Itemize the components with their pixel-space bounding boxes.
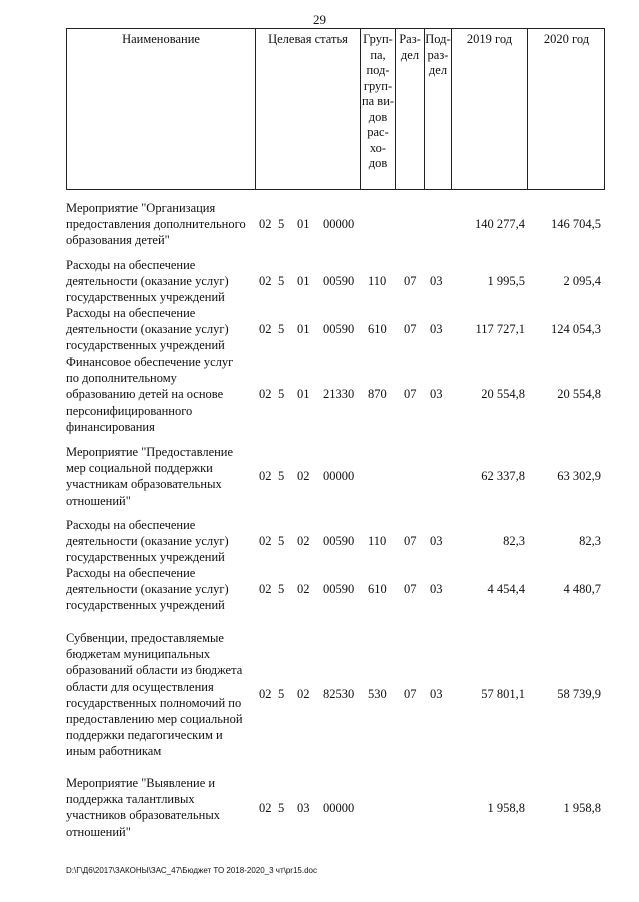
row-name-line: области для осуществления [66, 679, 214, 694]
row-code-program: 02 [259, 534, 272, 548]
row-expense-group: 110 [368, 274, 387, 288]
row-code-program: 02 [259, 217, 272, 231]
row-name-line: участников образовательных [66, 808, 220, 823]
row-name-line: государственных полномочий по [66, 695, 242, 710]
row-name-line: образованию детей на основе [66, 387, 224, 402]
header-group-line: под- [366, 63, 390, 77]
row-section: 07 [404, 687, 417, 701]
row-name-line: государственных учреждений [66, 338, 225, 353]
row-code-subprogram: 5 [278, 387, 285, 401]
row-code-subprogram: 5 [278, 687, 285, 701]
header-group-line: груп- [363, 78, 393, 93]
row-section: 07 [404, 387, 417, 401]
row-code-direction: 21330 [323, 387, 355, 401]
row-expense-group: 610 [368, 582, 387, 596]
row-name-line: деятельности (оказание услуг) [66, 274, 229, 289]
row-code-subprogram: 5 [278, 801, 285, 815]
row-amount-2020: 1 958,8 [563, 801, 601, 815]
row-code-direction: 00590 [323, 534, 355, 548]
row-name-line: по дополнительному [66, 371, 177, 386]
row-name [66, 200, 256, 249]
row-code-subprogram: 5 [278, 274, 285, 288]
header-subsection [425, 32, 451, 79]
row-code-program: 02 [259, 274, 272, 288]
row-name-line: отношений" [66, 493, 131, 508]
row-code-direction: 82530 [323, 687, 355, 701]
page-number: 29 [313, 12, 326, 27]
row-name-line: мер социальной поддержки [66, 461, 213, 476]
header-group-line: дов [368, 109, 388, 124]
row-code-activity: 01 [297, 217, 310, 231]
row-amount-2020: 4 480,7 [563, 582, 601, 596]
row-name [66, 517, 256, 566]
row-code-activity: 01 [297, 322, 310, 336]
row-amount-2019: 1 995,5 [487, 274, 525, 288]
row-subsection: 03 [430, 582, 443, 596]
row-code-activity: 01 [297, 274, 310, 288]
header-divider [451, 29, 452, 189]
row-code-program: 02 [259, 582, 272, 596]
row-name-line: предоставления дополнительного [66, 217, 246, 232]
row-amount-2019: 140 277,4 [475, 217, 525, 231]
row-expense-group: 610 [368, 322, 387, 336]
header-group [361, 32, 395, 172]
row-code-direction: 00000 [323, 217, 355, 231]
header-target-article: Целевая статья [268, 32, 348, 46]
row-name-line: отношений" [66, 824, 131, 839]
row-name-line: Мероприятие "Организация [66, 201, 216, 215]
row-code-activity: 02 [297, 687, 310, 701]
row-name-line: деятельности (оказание услуг) [66, 582, 229, 597]
row-expense-group: 870 [368, 387, 387, 401]
row-name-line: Финансовое обеспечение услуг [66, 355, 234, 369]
header-divider [255, 29, 256, 189]
row-amount-2019: 1 958,8 [487, 801, 525, 815]
row-expense-group: 110 [368, 534, 387, 548]
row-subsection: 03 [430, 387, 443, 401]
row-name-line: государственных учреждений [66, 598, 225, 613]
row-name-line: участникам образовательных [66, 477, 222, 492]
row-name-line: Мероприятие "Выявление и [66, 776, 216, 790]
header-year-2020: 2020 год [543, 32, 590, 46]
row-name-line: государственных учреждений [66, 550, 225, 565]
row-name-line: Расходы на обеспечение [66, 518, 196, 532]
row-name-line: иным работникам [66, 744, 162, 759]
header-subsection-line: Под- [425, 32, 451, 46]
row-name [66, 565, 256, 614]
row-code-activity: 02 [297, 469, 310, 483]
row-name [66, 630, 256, 760]
row-amount-2020: 20 554,8 [557, 387, 601, 401]
row-name [66, 775, 256, 840]
row-amount-2020: 58 739,9 [557, 687, 601, 701]
row-code-activity: 01 [297, 387, 310, 401]
row-code-activity: 02 [297, 534, 310, 548]
row-name [66, 305, 256, 354]
row-amount-2019: 20 554,8 [481, 387, 525, 401]
row-name-line: персонифицированного [66, 403, 193, 418]
row-subsection: 03 [430, 274, 443, 288]
header-group-line: рас- [367, 125, 389, 139]
row-section: 07 [404, 274, 417, 288]
row-code-activity: 03 [297, 801, 310, 815]
header-group-line: па ви- [361, 94, 395, 108]
row-code-program: 02 [259, 469, 272, 483]
header-subsection-line: раз- [427, 47, 449, 62]
row-code-program: 02 [259, 322, 272, 336]
row-subsection: 03 [430, 534, 443, 548]
header-name: Наименование [122, 32, 200, 46]
row-name-line: деятельности (оказание услуг) [66, 534, 229, 549]
row-code-direction: 00000 [323, 469, 355, 483]
row-code-program: 02 [259, 687, 272, 701]
header-subsection-line: дел [428, 63, 448, 77]
row-amount-2020: 63 302,9 [557, 469, 601, 483]
row-name-line: бюджетам муниципальных [66, 647, 211, 662]
row-name-line: Мероприятие "Предоставление [66, 445, 234, 459]
row-code-subprogram: 5 [278, 469, 285, 483]
header-section-line: Раз- [399, 32, 421, 46]
table-header [66, 28, 605, 190]
row-code-direction: 00000 [323, 801, 355, 815]
row-name-line: финансирования [66, 419, 155, 434]
header-group-line: дов [368, 156, 388, 170]
header-divider [527, 29, 528, 189]
header-section [396, 32, 424, 63]
row-amount-2020: 146 704,5 [551, 217, 601, 231]
row-name-line: Расходы на обеспечение [66, 566, 196, 580]
row-code-direction: 00590 [323, 582, 355, 596]
header-group-line: па, [370, 47, 386, 62]
row-amount-2020: 2 095,4 [563, 274, 601, 288]
row-code-subprogram: 5 [278, 322, 285, 336]
row-name-line: поддержки педагогическим и [66, 728, 223, 743]
header-year-2019: 2019 год [466, 32, 513, 46]
file-path-footer: D:\Г\Д6\2017\ЗАКОНЫ\ЗАС_47\Бюджет ТО 2018-2020_3 чт\pr15.doc [66, 866, 317, 875]
row-amount-2019: 117 727,1 [475, 322, 525, 336]
row-code-program: 02 [259, 801, 272, 815]
header-group-line: хо- [369, 140, 387, 155]
row-section: 07 [404, 582, 417, 596]
row-name-line: Расходы на обеспечение [66, 306, 196, 320]
row-name-line: образований области из бюджета [66, 663, 243, 678]
row-name-line: деятельности (оказание услуг) [66, 322, 229, 337]
row-section: 07 [404, 534, 417, 548]
row-amount-2020: 82,3 [579, 534, 601, 548]
row-expense-group: 530 [368, 687, 387, 701]
row-amount-2019: 62 337,8 [481, 469, 525, 483]
header-group-line: Груп- [363, 32, 393, 46]
row-name-line: поддержка талантливых [66, 792, 195, 807]
header-section-line: дел [400, 47, 420, 62]
row-amount-2019: 57 801,1 [481, 687, 525, 701]
row-code-activity: 02 [297, 582, 310, 596]
row-name-line: образования детей" [66, 233, 170, 248]
row-section: 07 [404, 322, 417, 336]
row-name [66, 257, 256, 306]
row-name-line: предоставлению мер социальной [66, 712, 243, 727]
row-code-subprogram: 5 [278, 582, 285, 596]
row-code-subprogram: 5 [278, 217, 285, 231]
row-code-program: 02 [259, 387, 272, 401]
row-code-direction: 00590 [323, 274, 355, 288]
row-subsection: 03 [430, 322, 443, 336]
row-code-direction: 00590 [323, 322, 355, 336]
row-amount-2019: 82,3 [503, 534, 525, 548]
row-subsection: 03 [430, 687, 443, 701]
row-name [66, 354, 256, 435]
row-name-line: государственных учреждений [66, 290, 225, 305]
row-amount-2020: 124 054,3 [551, 322, 601, 336]
row-name [66, 444, 256, 509]
row-name-line: Субвенции, предоставляемые [66, 631, 224, 645]
row-amount-2019: 4 454,4 [487, 582, 525, 596]
row-code-subprogram: 5 [278, 534, 285, 548]
row-name-line: Расходы на обеспечение [66, 258, 196, 272]
